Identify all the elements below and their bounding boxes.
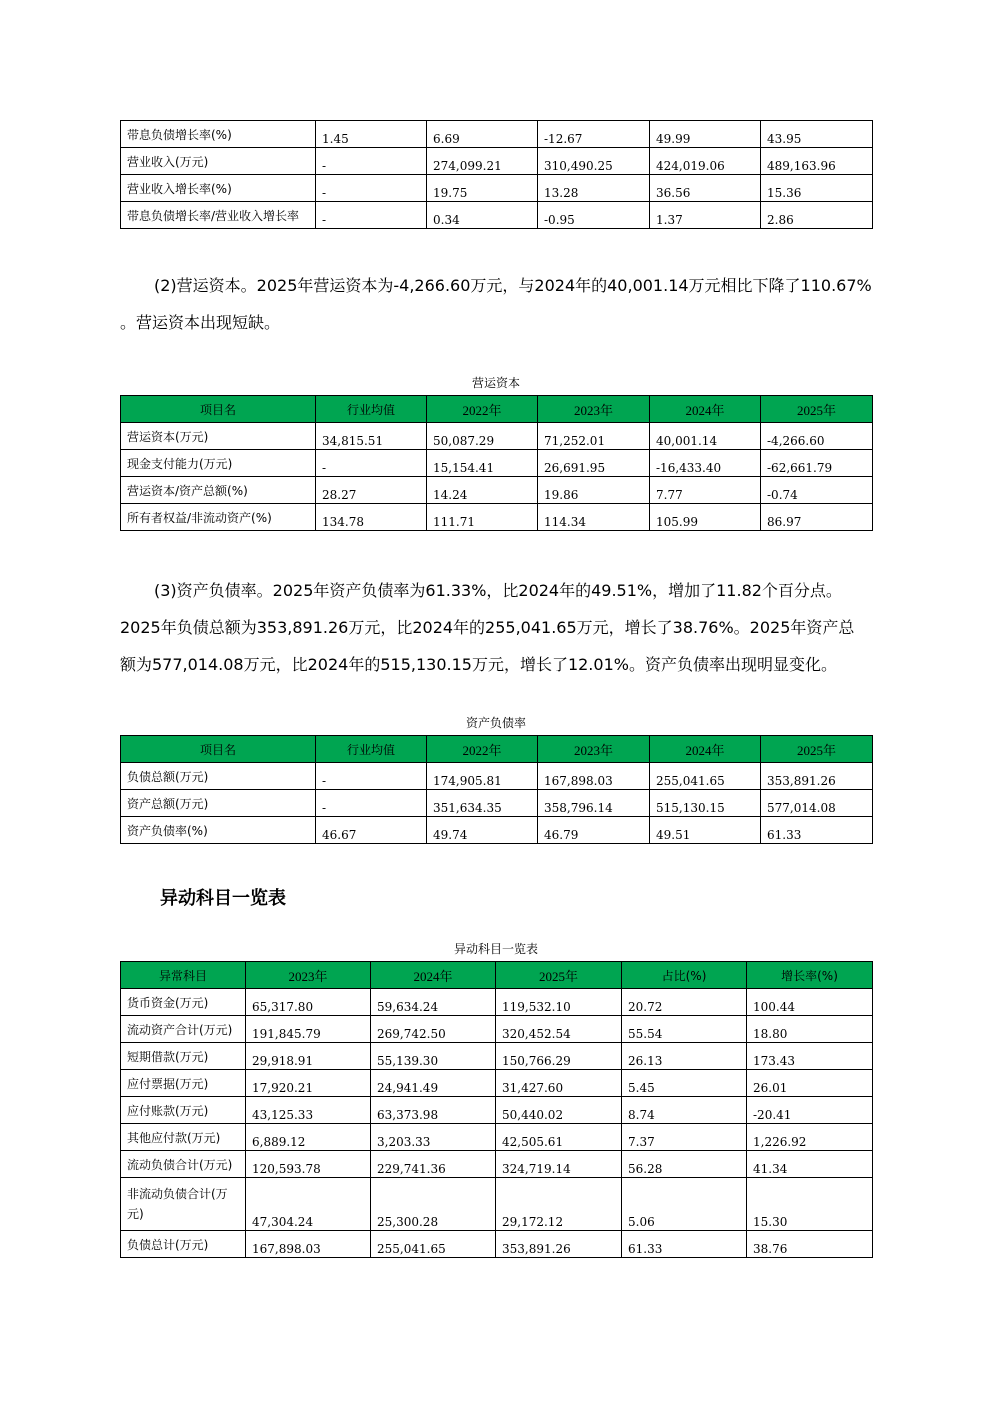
table-cell: 167,898.03 xyxy=(538,763,650,790)
table-cell: 40,001.14 xyxy=(650,423,761,450)
table-cell: 100.44 xyxy=(747,989,873,1016)
row-label: 非流动负债合计(万元) xyxy=(121,1178,246,1231)
table-caption-working-capital: 营运资本 xyxy=(471,376,520,390)
table-cell: 86.97 xyxy=(761,504,873,531)
column-header: 2022年 xyxy=(427,396,538,423)
table-cell: 31,427.60 xyxy=(496,1070,622,1097)
row-label: 负债总额(万元) xyxy=(121,763,316,790)
table-cell: 55.54 xyxy=(622,1016,747,1043)
table-row xyxy=(121,790,873,817)
table-cell: 255,041.65 xyxy=(371,1231,496,1258)
column-header: 2022年 xyxy=(427,736,538,763)
table-cell: 15,154.41 xyxy=(427,450,538,477)
table-cell: -4,266.60 xyxy=(761,423,873,450)
table-cell: - xyxy=(316,763,427,790)
table-cell: 25,300.28 xyxy=(371,1178,496,1231)
table-cell: 577,014.08 xyxy=(761,790,873,817)
row-label: 带息负债增长率(%) xyxy=(121,121,316,148)
table-cell: 0.34 xyxy=(427,202,538,229)
table-cell: 28.27 xyxy=(316,477,427,504)
table-cell: 63,373.98 xyxy=(371,1097,496,1124)
table-cell: -20.41 xyxy=(747,1097,873,1124)
row-label: 营业收入(万元) xyxy=(121,148,316,175)
table-cell: 5.45 xyxy=(622,1070,747,1097)
table-cell: 15.30 xyxy=(747,1178,873,1231)
table-cell: - xyxy=(316,202,427,229)
table-cell: -12.67 xyxy=(538,121,650,148)
table-cell: 19.75 xyxy=(427,175,538,202)
table-cell: 34,815.51 xyxy=(316,423,427,450)
table-cell: 120,593.78 xyxy=(246,1151,371,1178)
column-header: 项目名 xyxy=(121,396,316,423)
table-cell: -62,661.79 xyxy=(761,450,873,477)
column-header: 项目名 xyxy=(121,736,316,763)
table-cell: 8.74 xyxy=(622,1097,747,1124)
column-header: 2024年 xyxy=(371,962,496,989)
table-cell: 43,125.33 xyxy=(246,1097,371,1124)
table-anomaly xyxy=(120,961,873,1258)
table-row xyxy=(121,423,873,450)
table-cell: 191,845.79 xyxy=(246,1016,371,1043)
table-row xyxy=(121,121,873,148)
row-label: 其他应付款(万元) xyxy=(121,1124,246,1151)
table-cell: 50,087.29 xyxy=(427,423,538,450)
row-label: 短期借款(万元) xyxy=(121,1043,246,1070)
table-cell: 489,163.96 xyxy=(761,148,873,175)
table-row xyxy=(121,1016,873,1043)
table-row xyxy=(121,450,873,477)
table-cell: 15.36 xyxy=(761,175,873,202)
column-header: 2025年 xyxy=(761,396,873,423)
table-cell: 14.24 xyxy=(427,477,538,504)
table-row xyxy=(121,175,873,202)
table-row xyxy=(121,202,873,229)
table-cell: 255,041.65 xyxy=(650,763,761,790)
table-cell: 6,889.12 xyxy=(246,1124,371,1151)
table-row xyxy=(121,989,873,1016)
table-cell: 111.71 xyxy=(427,504,538,531)
row-label: 营运资本/资产总额(%) xyxy=(121,477,316,504)
table-cell: 59,634.24 xyxy=(371,989,496,1016)
table-cell: 17,920.21 xyxy=(246,1070,371,1097)
table-cell: - xyxy=(316,790,427,817)
table-cell: 29,918.91 xyxy=(246,1043,371,1070)
table-cell: 1.37 xyxy=(650,202,761,229)
table-row xyxy=(121,1231,873,1258)
row-label: 现金支付能力(万元) xyxy=(121,450,316,477)
table-cell: 320,452.54 xyxy=(496,1016,622,1043)
table-cell: 65,317.80 xyxy=(246,989,371,1016)
table-row xyxy=(121,1151,873,1178)
paragraph-line: (3)资产负债率。2025年资产负债率为61.33%，比2024年的49.51%，增加了11.82个百分点。 xyxy=(154,581,842,600)
row-label: 资产总额(万元) xyxy=(121,790,316,817)
table-row xyxy=(121,817,873,844)
section-heading: 异动科目一览表 xyxy=(160,888,286,909)
table-cell: - xyxy=(316,175,427,202)
table-debt-ratio xyxy=(120,735,873,844)
table-cell: 1,226.92 xyxy=(747,1124,873,1151)
table-cell: 269,742.50 xyxy=(371,1016,496,1043)
table-cell: 55,139.30 xyxy=(371,1043,496,1070)
table-cell: 229,741.36 xyxy=(371,1151,496,1178)
table-cell: 5.06 xyxy=(622,1178,747,1231)
row-label: 营业收入增长率(%) xyxy=(121,175,316,202)
table-cell: 174,905.81 xyxy=(427,763,538,790)
table-cell: - xyxy=(316,148,427,175)
table-cell: -0.74 xyxy=(761,477,873,504)
table-cell: 3,203.33 xyxy=(371,1124,496,1151)
table-cell: 358,796.14 xyxy=(538,790,650,817)
table-top-continuation xyxy=(120,120,873,229)
table-row xyxy=(121,148,873,175)
table-cell: 353,891.26 xyxy=(496,1231,622,1258)
row-label: 带息负债增长率/营业收入增长率 xyxy=(121,202,316,229)
column-header: 增长率(%) xyxy=(747,962,873,989)
paragraph-line: 2025年负债总额为353,891.26万元，比2024年的255,041.65万元，增长了38.76%。2025年资产总 xyxy=(120,618,855,637)
table-caption-anomaly: 异动科目一览表 xyxy=(453,942,538,956)
paragraph-line: 。营运资本出现短缺。 xyxy=(120,313,281,332)
table-row xyxy=(121,1043,873,1070)
table-cell: 114.34 xyxy=(538,504,650,531)
table-cell: 515,130.15 xyxy=(650,790,761,817)
column-header: 2025年 xyxy=(761,736,873,763)
row-label: 应付账款(万元) xyxy=(121,1097,246,1124)
table-cell: 61.33 xyxy=(622,1231,747,1258)
row-label: 应付票据(万元) xyxy=(121,1070,246,1097)
table-row xyxy=(121,1097,873,1124)
table-cell: 49.99 xyxy=(650,121,761,148)
table-cell: 49.74 xyxy=(427,817,538,844)
row-label: 营运资本(万元) xyxy=(121,423,316,450)
column-header: 2023年 xyxy=(538,396,650,423)
table-cell: 46.79 xyxy=(538,817,650,844)
table-cell: 38.76 xyxy=(747,1231,873,1258)
column-header: 行业均值 xyxy=(316,396,427,423)
table-cell: -16,433.40 xyxy=(650,450,761,477)
paragraph-working-capital xyxy=(120,267,880,341)
table-row xyxy=(121,477,873,504)
table-cell: 6.69 xyxy=(427,121,538,148)
table-cell: 20.72 xyxy=(622,989,747,1016)
table-cell: 274,099.21 xyxy=(427,148,538,175)
table-cell: 43.95 xyxy=(761,121,873,148)
table-cell: 7.37 xyxy=(622,1124,747,1151)
paragraph-debt-ratio xyxy=(120,572,880,683)
column-header: 2024年 xyxy=(650,396,761,423)
column-header: 异常科目 xyxy=(121,962,246,989)
table-cell: 353,891.26 xyxy=(761,763,873,790)
table-cell: 167,898.03 xyxy=(246,1231,371,1258)
table-cell: 26,691.95 xyxy=(538,450,650,477)
table-row xyxy=(121,1070,873,1097)
row-label: 货币资金(万元) xyxy=(121,989,246,1016)
table-cell: 19.86 xyxy=(538,477,650,504)
column-header: 占比(%) xyxy=(622,962,747,989)
table-cell: 41.34 xyxy=(747,1151,873,1178)
table-cell: 42,505.61 xyxy=(496,1124,622,1151)
table-cell: 36.56 xyxy=(650,175,761,202)
table-cell: -0.95 xyxy=(538,202,650,229)
table-cell: 26.13 xyxy=(622,1043,747,1070)
table-cell: 29,172.12 xyxy=(496,1178,622,1231)
table-cell: 18.80 xyxy=(747,1016,873,1043)
table-cell: 324,719.14 xyxy=(496,1151,622,1178)
table-cell: 1.45 xyxy=(316,121,427,148)
table-caption-debt-ratio: 资产负债率 xyxy=(465,716,526,730)
row-label: 资产负债率(%) xyxy=(121,817,316,844)
table-cell: - xyxy=(316,450,427,477)
table-cell: 424,019.06 xyxy=(650,148,761,175)
table-row xyxy=(121,763,873,790)
row-label: 负债总计(万元) xyxy=(121,1231,246,1258)
column-header: 2023年 xyxy=(246,962,371,989)
table-cell: 24,941.49 xyxy=(371,1070,496,1097)
table-cell: 134.78 xyxy=(316,504,427,531)
column-header: 2024年 xyxy=(650,736,761,763)
table-cell: 61.33 xyxy=(761,817,873,844)
table-cell: 26.01 xyxy=(747,1070,873,1097)
column-header: 2023年 xyxy=(538,736,650,763)
table-cell: 2.86 xyxy=(761,202,873,229)
table-cell: 7.77 xyxy=(650,477,761,504)
table-working-capital xyxy=(120,395,873,531)
table-cell: 46.67 xyxy=(316,817,427,844)
table-cell: 71,252.01 xyxy=(538,423,650,450)
table-row xyxy=(121,504,873,531)
table-cell: 47,304.24 xyxy=(246,1178,371,1231)
column-header: 行业均值 xyxy=(316,736,427,763)
table-cell: 50,440.02 xyxy=(496,1097,622,1124)
table-cell: 351,634.35 xyxy=(427,790,538,817)
table-cell: 150,766.29 xyxy=(496,1043,622,1070)
table-cell: 119,532.10 xyxy=(496,989,622,1016)
table-cell: 13.28 xyxy=(538,175,650,202)
table-row xyxy=(121,1124,873,1151)
paragraph-line: 额为577,014.08万元，比2024年的515,130.15万元，增长了12.01%。资产负债率出现明显变化。 xyxy=(120,655,837,674)
table-cell: 105.99 xyxy=(650,504,761,531)
row-label: 流动负债合计(万元) xyxy=(121,1151,246,1178)
table-cell: 173.43 xyxy=(747,1043,873,1070)
paragraph-line: (2)营运资本。2025年营运资本为-4,266.60万元，与2024年的40,001.14万元相比下降了110.67% xyxy=(154,276,872,295)
row-label: 流动资产合计(万元) xyxy=(121,1016,246,1043)
column-header: 2025年 xyxy=(496,962,622,989)
table-row xyxy=(121,1178,873,1231)
row-label: 所有者权益/非流动资产(%) xyxy=(121,504,316,531)
table-cell: 310,490.25 xyxy=(538,148,650,175)
table-cell: 56.28 xyxy=(622,1151,747,1178)
table-cell: 49.51 xyxy=(650,817,761,844)
